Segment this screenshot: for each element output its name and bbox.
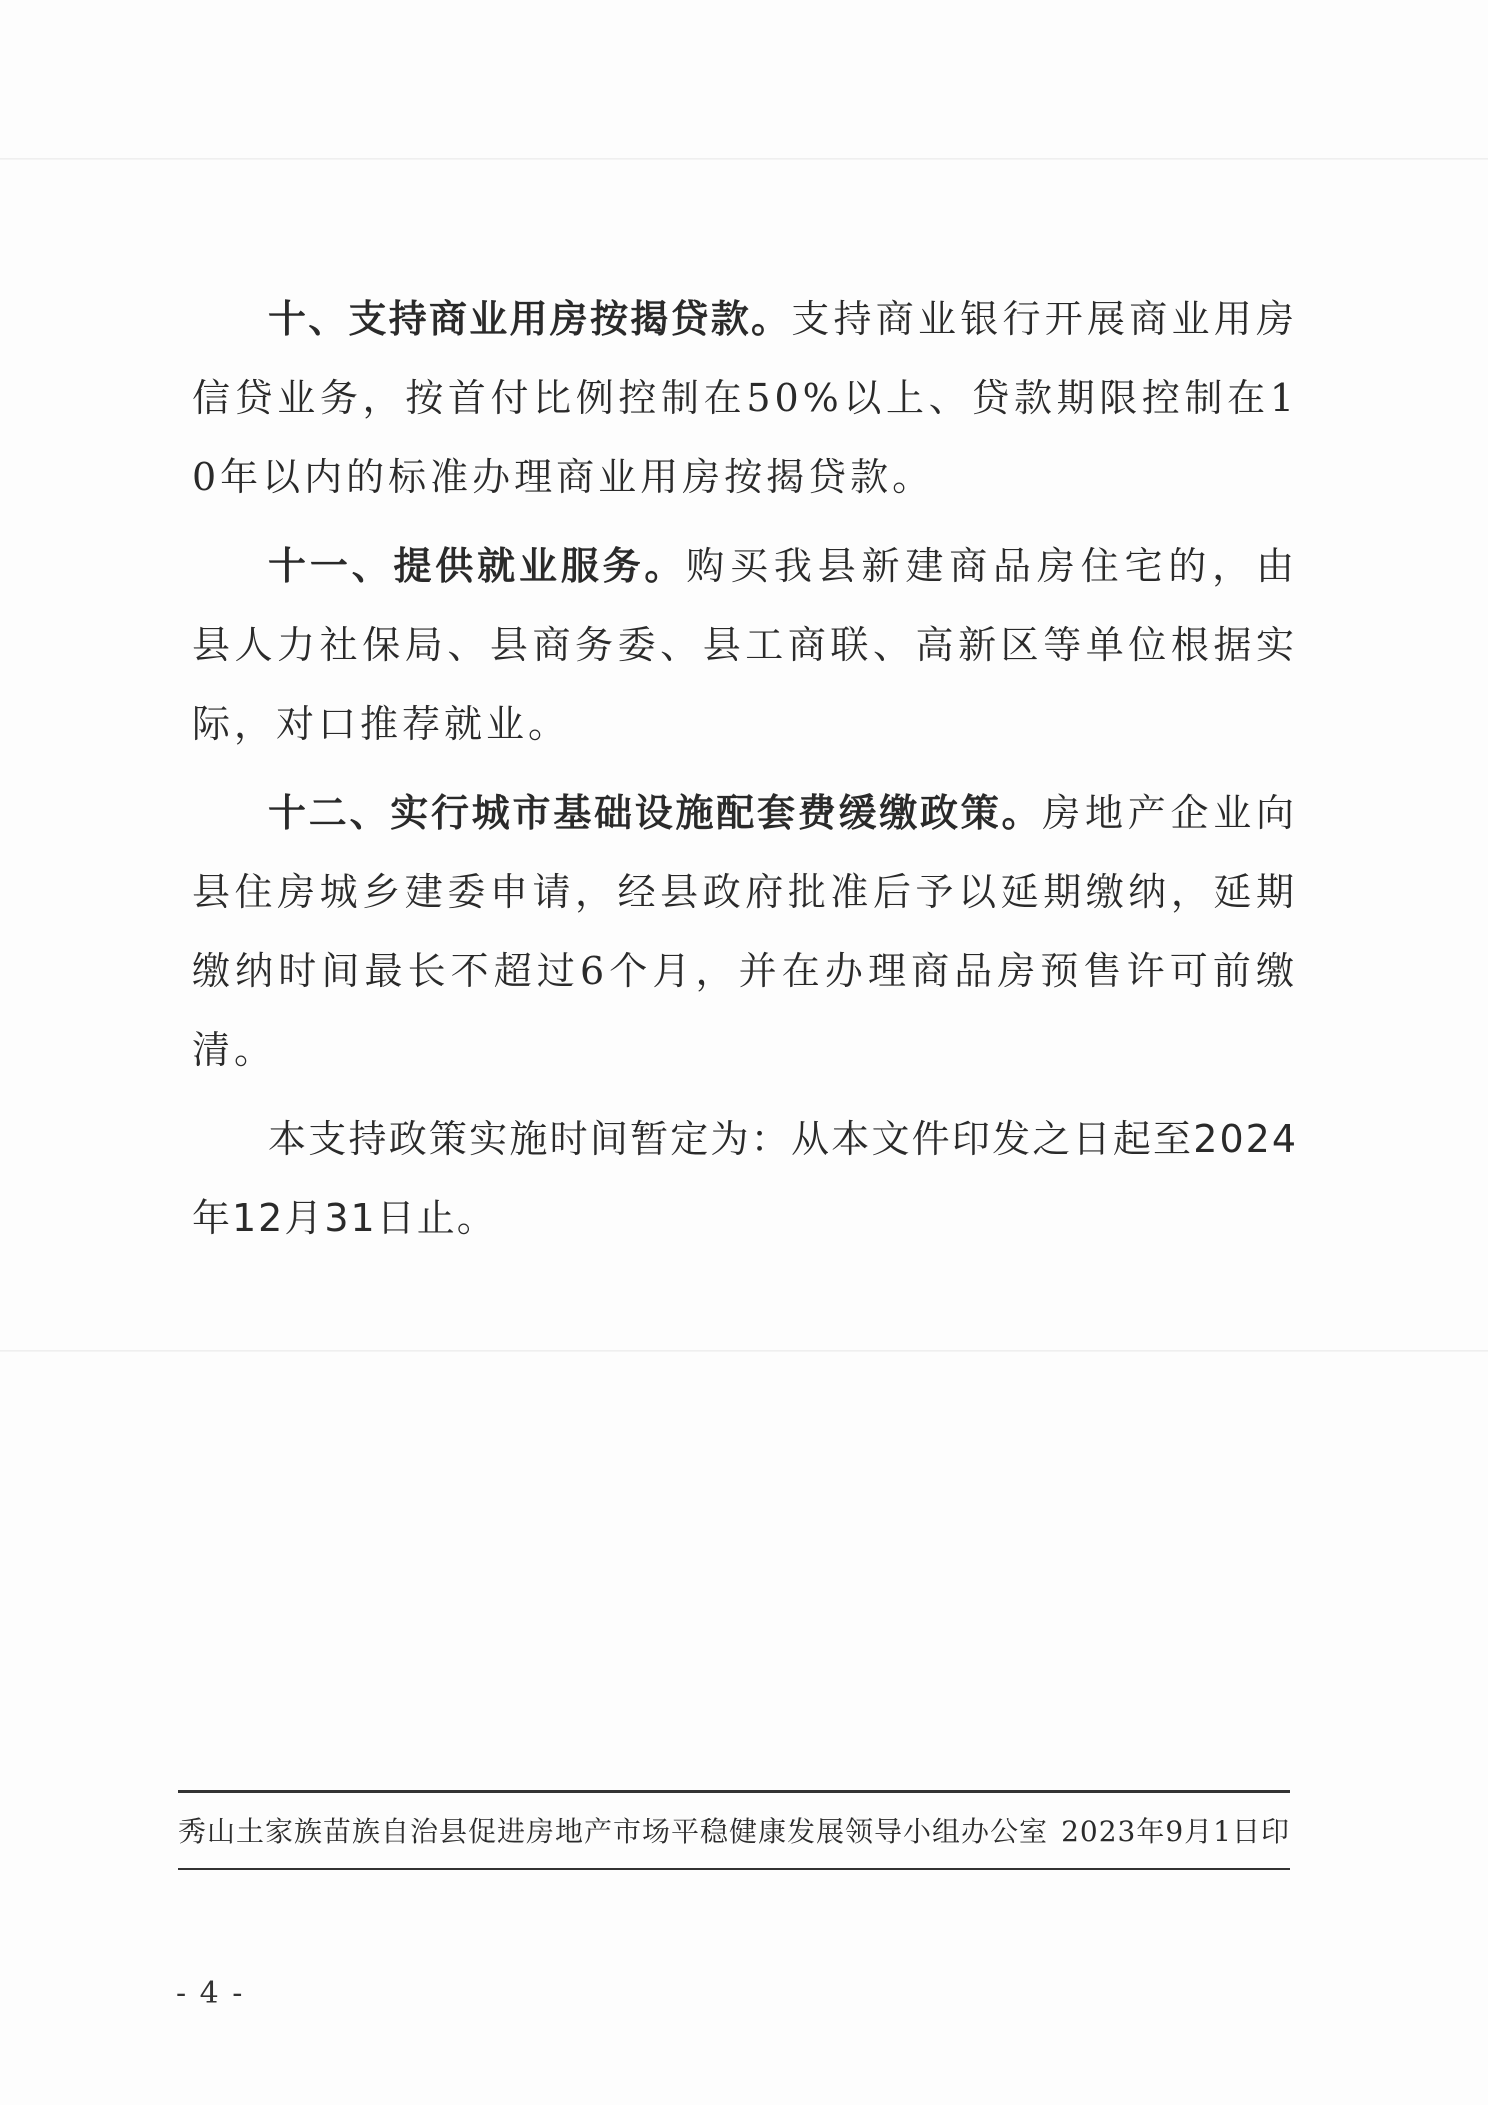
paragraph-text: 本支持政策实施时间暂定为：从本文件印发之日起至2024年12月31日止。: [192, 1117, 1298, 1240]
scan-fold-line: [0, 158, 1488, 160]
colophon-top-rule: [178, 1790, 1290, 1793]
paragraph-text: 支持商业银行开展商业用房信贷业务，按首付比例控制在50%以上、贷款期限控制在10年以内的标准办理商业用房按揭贷款。: [192, 297, 1298, 499]
paragraph-text: 购买我县新建商品房住宅的，由县人力社保局、县商务委、县工商联、高新区等单位根据实际，对口推荐就业。: [192, 544, 1298, 746]
paragraph-text: 房地产企业向县住房城乡建委申请，经县政府批准后予以延期缴纳，延期缴纳时间最长不超过6个月，并在办理商品房预售许可前缴清。: [192, 791, 1298, 1072]
document-body: [192, 280, 1298, 1268]
colophon-bottom-rule: [178, 1868, 1290, 1870]
page-number: - 4 -: [176, 1976, 245, 2011]
paragraph-10: [192, 280, 1298, 517]
paragraph-heading: 十、支持商业用房按揭贷款。: [268, 297, 792, 341]
paragraph-heading: 十一、提供就业服务。: [268, 544, 687, 588]
paragraph-effective-period: [192, 1100, 1298, 1258]
paragraph-heading: 十二、实行城市基础设施配套费缓缴政策。: [268, 791, 1043, 835]
paragraph-12: [192, 774, 1298, 1090]
paragraph-11: [192, 527, 1298, 764]
scan-fold-line: [0, 1350, 1488, 1352]
colophon-issuer: 秀山土家族苗族自治县促进房地产市场平稳健康发展领导小组办公室: [178, 1815, 1049, 1848]
colophon: [178, 1808, 1290, 1852]
colophon-date: 2023年9月1日印: [1061, 1815, 1290, 1848]
